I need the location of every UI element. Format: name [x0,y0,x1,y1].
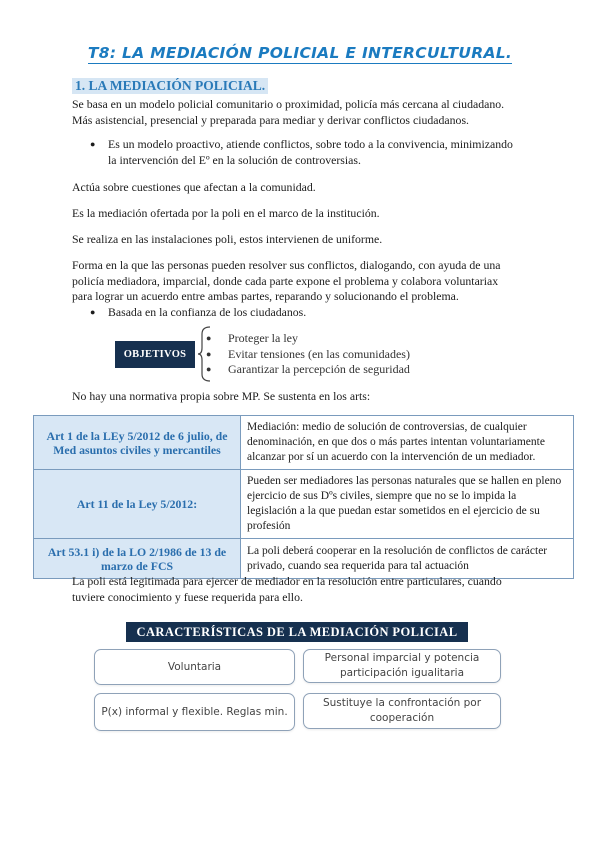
card-informal-flexible: P(x) informal y flexible. Reglas min. [94,693,295,731]
paragraph-normativa: No hay una normativa propia sobre MP. Se sustenta en los arts: [72,389,371,403]
article-text: Mediación: medio de solución de controversias, de cualquier denominación, en que dos o más partes intentan voluntariamente alcanzar por sí un acuerdo con la intervención de un mediador. [241,416,574,470]
article-text: Pueden ser mediadores las personas naturales que se hallen en pleno ejercicio de sus Dºs civiles, siempre que no se lo impida la legislación a la que puedan estar sometidos en el ejercicio de su profesión [241,470,574,539]
article-text: La poli deberá cooperar en la resolución de conflictos de carácter privado, cuando sea requerida para tal actuación [241,539,574,579]
objetivo-item: ● Proteger la ley [206,331,298,345]
intro-paragraph: Se basa en un modelo policial comunitario o proximidad, policía más cercana al ciudadano. Más asistencial, presencial y preparada para mediar y derivar conflictos ciudadanos. [72,97,505,127]
objetivo-item: ● Garantizar la percepción de seguridad [206,362,410,376]
paragraph-comunidad: Actúa sobre cuestiones que afectan a la comunidad. [72,180,316,194]
article-ref: Art 1 de la LEy 5/2012 de 6 julio, de Med asuntos civiles y mercantiles [34,416,241,470]
objetivos-list [206,331,410,378]
article-ref: Art 11 de la Ley 5/2012: [34,470,241,539]
articles-table [33,415,574,579]
caracteristicas-heading: CARACTERÍSTICAS DE LA MEDIACIÓN POLICIAL [126,622,468,642]
paragraph-legitimada: La poli está legitimada para ejercer de mediador en la resolución entre particulares, cuando tuviere conocimiento y fuese requerida para ello. [72,574,502,604]
table-row [34,470,574,539]
table-row [34,416,574,470]
card-cooperacion: Sustituye la confrontación por cooperación [303,693,501,729]
page-title: T8: LA MEDIACIÓN POLICIAL E INTERCULTURAL. [87,44,513,62]
objetivos-label: OBJETIVOS [115,341,195,368]
paragraph-oferta: Es la mediación ofertada por la poli en el marco de la institución. [72,206,380,220]
article-ref: Art 53.1 i) de la LO 2/1986 de 13 de marzo de FCS [34,539,241,579]
section-heading: 1. LA MEDIACIÓN POLICIAL. [72,78,268,94]
bullet-confianza: ● Basada en la confianza de los ciudadanos. [90,305,307,319]
table-row [34,539,574,579]
bullet-proactivo: ● Es un modelo proactivo, atiende conflictos, sobre todo a la convivencia, minimizando la intervención del Eº en la solución de controversias. [90,137,513,167]
card-personal-imparcial: Personal imparcial y potencia participación igualitaria [303,649,501,683]
paragraph-forma: Forma en la que las personas pueden resolver sus conflictos, dialogando, con ayuda de una policía mediadora, imparcial, donde cada parte expone el problema y colabora voluntariax para lograr un acuerdo entre ambas partes, reparando y solucionando el problema. [72,258,501,303]
paragraph-instalaciones: Se realiza en las instalaciones poli, estos intervienen de uniforme. [72,232,383,246]
card-voluntaria: Voluntaria [94,649,295,685]
objetivo-item: ● Evitar tensiones (en las comunidades) [206,346,410,361]
